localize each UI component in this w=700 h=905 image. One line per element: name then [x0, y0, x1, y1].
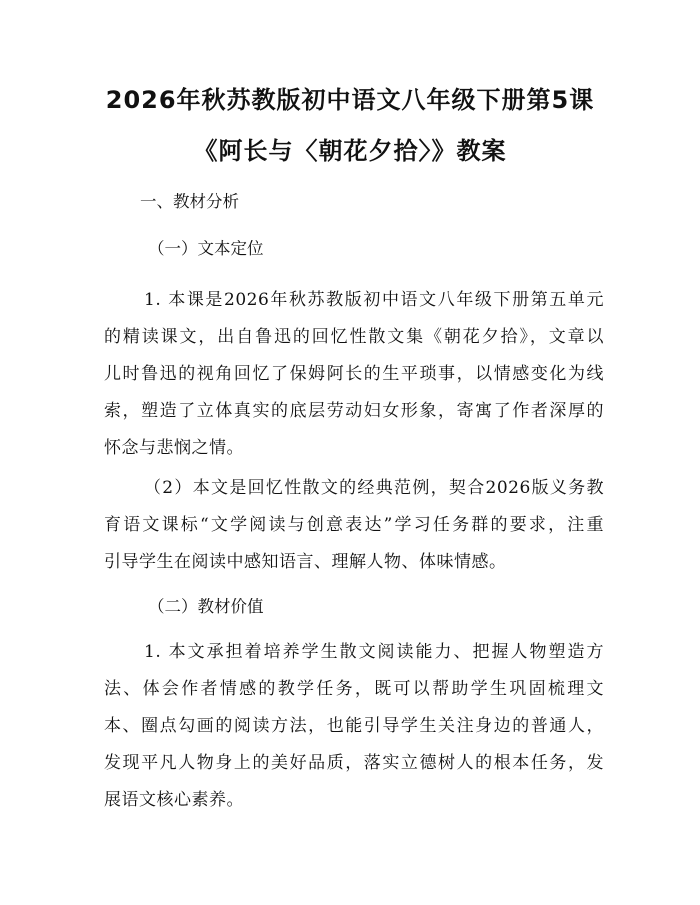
paragraph-line: 本、圈点勾画的阅读方法，也能引导学生关注身边的普通人，	[104, 716, 604, 736]
document-title-line-1: 2026年秋苏教版初中语文八年级下册第5课	[105, 86, 595, 114]
subsection-heading-textbook-value: （二）教材价值	[148, 597, 264, 616]
paragraph-line: 的精读课文，出自鲁迅的回忆性散文集《朝花夕拾》，文章以	[104, 327, 604, 347]
paragraph-text-positioning-2	[104, 470, 604, 581]
paragraph-line: （2）本文是回忆性散文的经典范例，契合2026版义务教	[144, 478, 604, 498]
paragraph-line: 发现平凡人物身上的美好品质，落实立德树人的根本任务，发	[104, 753, 604, 773]
paragraph-text-positioning-1	[104, 282, 604, 467]
paragraph-line: 儿时鲁迅的视角回忆了保姆阿长的生平琐事，以情感变化为线	[104, 364, 604, 384]
paragraph-line: 法、体会作者情感的教学任务，既可以帮助学生巩固梳理文	[104, 679, 604, 699]
paragraph-line: 1. 本课是2026年秋苏教版初中语文八年级下册第五单元	[144, 290, 604, 310]
paragraph-line: 育语文课标“文学阅读与创意表达”学习任务群的要求，注重	[104, 515, 604, 535]
paragraph-line: 怀念与悲悯之情。	[104, 438, 244, 458]
paragraph-line: 引导学生在阅读中感知语言、理解人物、体味情感。	[104, 552, 507, 572]
paragraph-line: 1. 本文承担着培养学生散文阅读能力、把握人物塑造方	[144, 642, 604, 662]
subsection-heading-text-positioning: （一）文本定位	[148, 239, 264, 258]
paragraph-line: 展语文核心素养。	[104, 790, 244, 810]
document-title-line-2: 《阿长与〈朝花夕拾〉》教案	[193, 137, 507, 165]
paragraph-textbook-value-1	[104, 634, 604, 819]
section-heading-textbook-analysis: 一、教材分析	[140, 192, 239, 211]
paragraph-line: 索，塑造了立体真实的底层劳动妇女形象，寄寓了作者深厚的	[104, 401, 604, 421]
